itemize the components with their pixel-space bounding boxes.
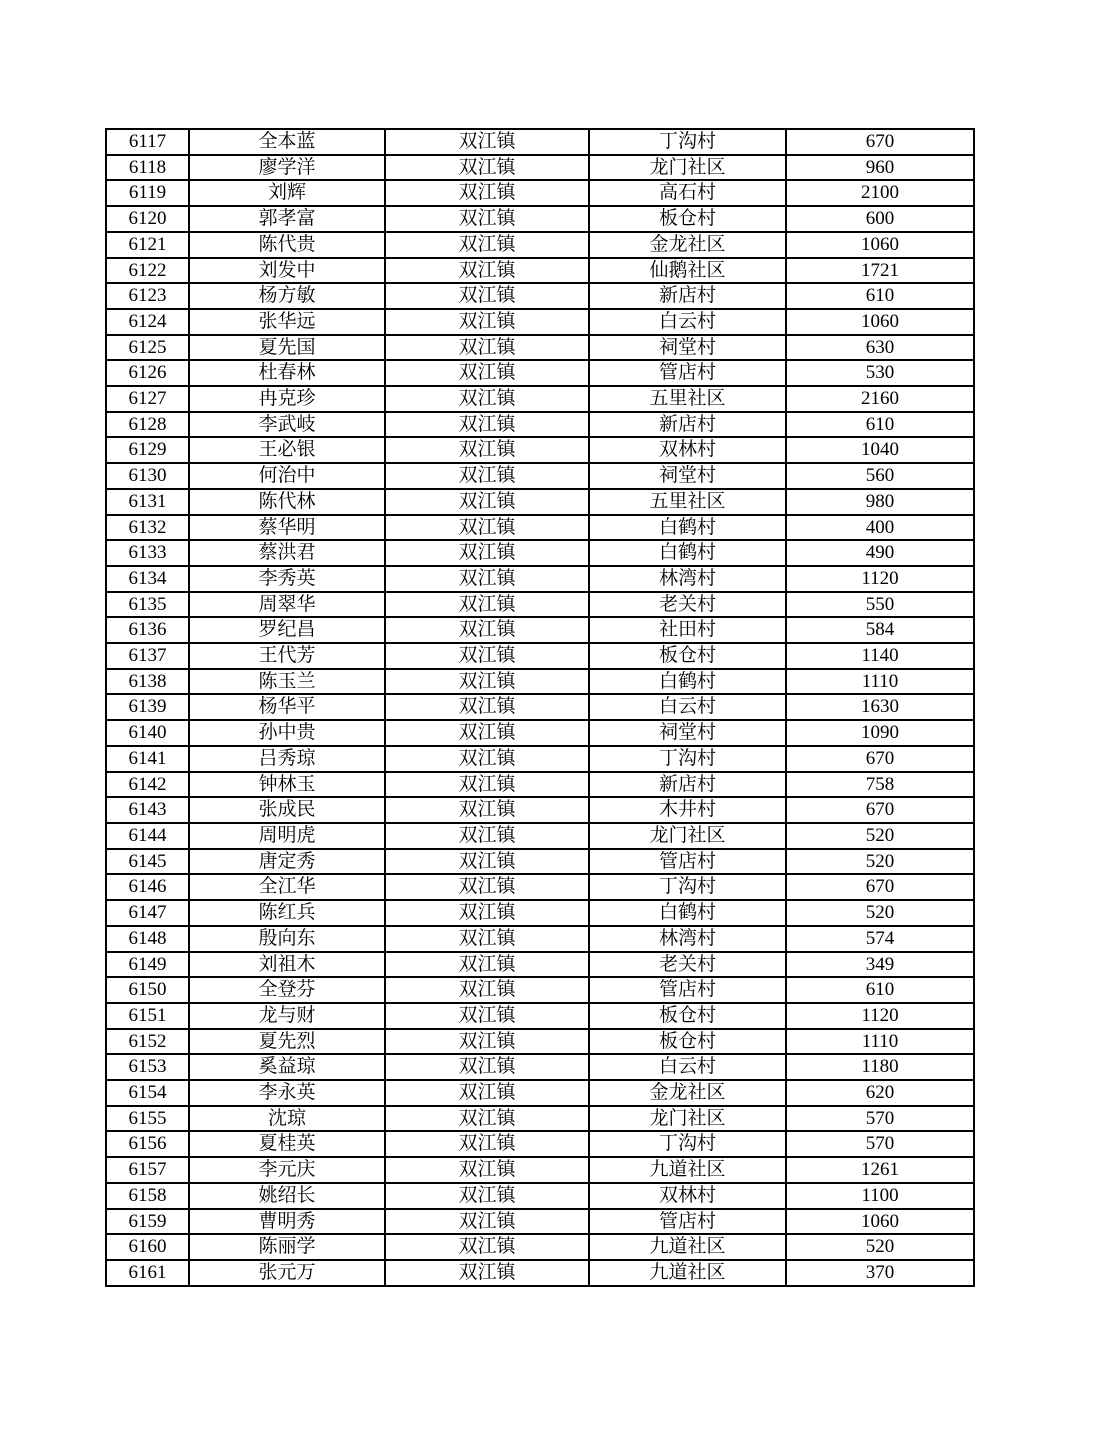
cell-amount: 370 <box>786 1260 974 1286</box>
cell-id: 6137 <box>106 643 189 669</box>
cell-town: 双江镇 <box>385 874 589 900</box>
cell-town: 双江镇 <box>385 1106 589 1132</box>
cell-village: 木井村 <box>589 797 786 823</box>
cell-village: 白鹤村 <box>589 515 786 541</box>
cell-village: 管店村 <box>589 1209 786 1235</box>
cell-village: 丁沟村 <box>589 129 786 155</box>
cell-id: 6158 <box>106 1183 189 1209</box>
cell-id: 6159 <box>106 1209 189 1235</box>
cell-name: 刘发中 <box>189 258 385 284</box>
cell-town: 双江镇 <box>385 129 589 155</box>
table-row <box>106 1234 974 1260</box>
cell-id: 6144 <box>106 823 189 849</box>
records-tbody <box>106 129 974 1286</box>
cell-name: 钟林玉 <box>189 772 385 798</box>
cell-village: 白鹤村 <box>589 900 786 926</box>
cell-amount: 1180 <box>786 1054 974 1080</box>
cell-town: 双江镇 <box>385 1131 589 1157</box>
table-row <box>106 592 974 618</box>
table-row <box>106 669 974 695</box>
cell-id: 6130 <box>106 463 189 489</box>
cell-amount: 349 <box>786 952 974 978</box>
cell-amount: 574 <box>786 926 974 952</box>
cell-name: 孙中贵 <box>189 720 385 746</box>
cell-id: 6123 <box>106 283 189 309</box>
table-row <box>106 772 974 798</box>
cell-amount: 1060 <box>786 309 974 335</box>
table-row <box>106 437 974 463</box>
cell-amount: 610 <box>786 283 974 309</box>
cell-amount: 1110 <box>786 1029 974 1055</box>
cell-name: 陈红兵 <box>189 900 385 926</box>
table-row <box>106 1029 974 1055</box>
cell-town: 双江镇 <box>385 386 589 412</box>
cell-id: 6138 <box>106 669 189 695</box>
table-row <box>106 566 974 592</box>
table-row <box>106 1157 974 1183</box>
cell-name: 廖学洋 <box>189 155 385 181</box>
cell-amount: 560 <box>786 463 974 489</box>
cell-village: 五里社区 <box>589 386 786 412</box>
cell-amount: 610 <box>786 412 974 438</box>
cell-id: 6127 <box>106 386 189 412</box>
table-row <box>106 643 974 669</box>
cell-town: 双江镇 <box>385 746 589 772</box>
cell-name: 陈丽学 <box>189 1234 385 1260</box>
cell-id: 6155 <box>106 1106 189 1132</box>
cell-town: 双江镇 <box>385 823 589 849</box>
cell-name: 姚绍长 <box>189 1183 385 1209</box>
cell-name: 全登芬 <box>189 977 385 1003</box>
cell-village: 板仓村 <box>589 206 786 232</box>
cell-name: 奚益琼 <box>189 1054 385 1080</box>
table-row <box>106 155 974 181</box>
cell-name: 何治中 <box>189 463 385 489</box>
cell-village: 祠堂村 <box>589 720 786 746</box>
table-row <box>106 206 974 232</box>
cell-name: 张成民 <box>189 797 385 823</box>
cell-name: 李元庆 <box>189 1157 385 1183</box>
cell-village: 仙鹅社区 <box>589 258 786 284</box>
cell-town: 双江镇 <box>385 489 589 515</box>
table-row <box>106 335 974 361</box>
cell-amount: 400 <box>786 515 974 541</box>
cell-amount: 670 <box>786 797 974 823</box>
cell-village: 社田村 <box>589 617 786 643</box>
cell-id: 6129 <box>106 437 189 463</box>
table-row <box>106 258 974 284</box>
cell-name: 李武岐 <box>189 412 385 438</box>
cell-village: 金龙社区 <box>589 1080 786 1106</box>
cell-amount: 1721 <box>786 258 974 284</box>
cell-town: 双江镇 <box>385 592 589 618</box>
cell-name: 杜春林 <box>189 360 385 386</box>
cell-town: 双江镇 <box>385 720 589 746</box>
cell-village: 林湾村 <box>589 566 786 592</box>
cell-amount: 520 <box>786 900 974 926</box>
cell-village: 双林村 <box>589 1183 786 1209</box>
cell-town: 双江镇 <box>385 1080 589 1106</box>
cell-village: 白云村 <box>589 694 786 720</box>
cell-village: 老关村 <box>589 592 786 618</box>
cell-town: 双江镇 <box>385 566 589 592</box>
cell-amount: 1261 <box>786 1157 974 1183</box>
cell-id: 6132 <box>106 515 189 541</box>
cell-village: 林湾村 <box>589 926 786 952</box>
table-row <box>106 1209 974 1235</box>
cell-id: 6139 <box>106 694 189 720</box>
cell-town: 双江镇 <box>385 1003 589 1029</box>
cell-name: 杨华平 <box>189 694 385 720</box>
cell-name: 全本蓝 <box>189 129 385 155</box>
cell-town: 双江镇 <box>385 155 589 181</box>
table-row <box>106 926 974 952</box>
cell-id: 6149 <box>106 952 189 978</box>
cell-village: 老关村 <box>589 952 786 978</box>
cell-village: 金龙社区 <box>589 232 786 258</box>
cell-town: 双江镇 <box>385 283 589 309</box>
cell-town: 双江镇 <box>385 540 589 566</box>
cell-amount: 2160 <box>786 386 974 412</box>
cell-amount: 520 <box>786 1234 974 1260</box>
cell-id: 6145 <box>106 849 189 875</box>
cell-name: 王必银 <box>189 437 385 463</box>
cell-amount: 2100 <box>786 180 974 206</box>
cell-name: 陈代林 <box>189 489 385 515</box>
cell-town: 双江镇 <box>385 1209 589 1235</box>
cell-name: 刘辉 <box>189 180 385 206</box>
cell-id: 6140 <box>106 720 189 746</box>
table-row <box>106 540 974 566</box>
cell-id: 6117 <box>106 129 189 155</box>
cell-id: 6150 <box>106 977 189 1003</box>
cell-name: 周明虎 <box>189 823 385 849</box>
cell-id: 6126 <box>106 360 189 386</box>
cell-name: 杨方敏 <box>189 283 385 309</box>
cell-id: 6134 <box>106 566 189 592</box>
cell-name: 曹明秀 <box>189 1209 385 1235</box>
cell-village: 新店村 <box>589 412 786 438</box>
cell-village: 高石村 <box>589 180 786 206</box>
cell-id: 6160 <box>106 1234 189 1260</box>
cell-amount: 670 <box>786 746 974 772</box>
cell-name: 周翠华 <box>189 592 385 618</box>
cell-amount: 1120 <box>786 1003 974 1029</box>
cell-name: 沈琼 <box>189 1106 385 1132</box>
cell-name: 龙与财 <box>189 1003 385 1029</box>
cell-town: 双江镇 <box>385 694 589 720</box>
cell-village: 管店村 <box>589 977 786 1003</box>
cell-id: 6133 <box>106 540 189 566</box>
cell-village: 祠堂村 <box>589 335 786 361</box>
records-table <box>105 128 975 1287</box>
cell-town: 双江镇 <box>385 463 589 489</box>
cell-id: 6157 <box>106 1157 189 1183</box>
cell-name: 夏先烈 <box>189 1029 385 1055</box>
cell-town: 双江镇 <box>385 617 589 643</box>
cell-town: 双江镇 <box>385 515 589 541</box>
cell-name: 蔡华明 <box>189 515 385 541</box>
cell-amount: 1630 <box>786 694 974 720</box>
cell-village: 管店村 <box>589 849 786 875</box>
cell-town: 双江镇 <box>385 412 589 438</box>
cell-id: 6156 <box>106 1131 189 1157</box>
table-row <box>106 849 974 875</box>
cell-id: 6120 <box>106 206 189 232</box>
cell-town: 双江镇 <box>385 1234 589 1260</box>
table-row <box>106 617 974 643</box>
cell-id: 6141 <box>106 746 189 772</box>
table-row <box>106 1260 974 1286</box>
cell-name: 蔡洪君 <box>189 540 385 566</box>
cell-amount: 980 <box>786 489 974 515</box>
table-row <box>106 489 974 515</box>
table-row <box>106 515 974 541</box>
cell-amount: 620 <box>786 1080 974 1106</box>
cell-id: 6125 <box>106 335 189 361</box>
cell-amount: 630 <box>786 335 974 361</box>
cell-name: 刘祖木 <box>189 952 385 978</box>
cell-village: 祠堂村 <box>589 463 786 489</box>
cell-amount: 670 <box>786 129 974 155</box>
cell-id: 6142 <box>106 772 189 798</box>
cell-village: 九道社区 <box>589 1157 786 1183</box>
cell-amount: 570 <box>786 1106 974 1132</box>
table-row <box>106 694 974 720</box>
table-row <box>106 797 974 823</box>
cell-name: 吕秀琼 <box>189 746 385 772</box>
cell-town: 双江镇 <box>385 335 589 361</box>
cell-town: 双江镇 <box>385 258 589 284</box>
cell-village: 板仓村 <box>589 1029 786 1055</box>
cell-amount: 758 <box>786 772 974 798</box>
table-row <box>106 874 974 900</box>
cell-id: 6161 <box>106 1260 189 1286</box>
cell-name: 郭孝富 <box>189 206 385 232</box>
cell-name: 全江华 <box>189 874 385 900</box>
cell-town: 双江镇 <box>385 206 589 232</box>
cell-id: 6124 <box>106 309 189 335</box>
cell-village: 白鹤村 <box>589 540 786 566</box>
table-row <box>106 129 974 155</box>
cell-name: 李秀英 <box>189 566 385 592</box>
cell-village: 五里社区 <box>589 489 786 515</box>
cell-amount: 960 <box>786 155 974 181</box>
table-row <box>106 463 974 489</box>
cell-id: 6146 <box>106 874 189 900</box>
cell-amount: 1060 <box>786 1209 974 1235</box>
table-row <box>106 1183 974 1209</box>
cell-village: 白鹤村 <box>589 669 786 695</box>
table-row <box>106 1080 974 1106</box>
cell-town: 双江镇 <box>385 669 589 695</box>
cell-amount: 1040 <box>786 437 974 463</box>
cell-village: 九道社区 <box>589 1260 786 1286</box>
cell-id: 6118 <box>106 155 189 181</box>
cell-town: 双江镇 <box>385 926 589 952</box>
cell-id: 6121 <box>106 232 189 258</box>
table-row <box>106 1003 974 1029</box>
cell-town: 双江镇 <box>385 1054 589 1080</box>
table-row <box>106 1131 974 1157</box>
table-row <box>106 1054 974 1080</box>
cell-town: 双江镇 <box>385 232 589 258</box>
table-row <box>106 823 974 849</box>
cell-amount: 1110 <box>786 669 974 695</box>
cell-town: 双江镇 <box>385 643 589 669</box>
cell-amount: 1140 <box>786 643 974 669</box>
cell-amount: 610 <box>786 977 974 1003</box>
cell-amount: 570 <box>786 1131 974 1157</box>
cell-amount: 600 <box>786 206 974 232</box>
cell-town: 双江镇 <box>385 309 589 335</box>
cell-id: 6143 <box>106 797 189 823</box>
cell-amount: 670 <box>786 874 974 900</box>
cell-village: 龙门社区 <box>589 155 786 181</box>
cell-village: 丁沟村 <box>589 874 786 900</box>
table-row <box>106 952 974 978</box>
table-row <box>106 412 974 438</box>
cell-amount: 1060 <box>786 232 974 258</box>
table-row <box>106 232 974 258</box>
cell-id: 6153 <box>106 1054 189 1080</box>
cell-village: 丁沟村 <box>589 1131 786 1157</box>
cell-id: 6119 <box>106 180 189 206</box>
cell-village: 管店村 <box>589 360 786 386</box>
cell-name: 夏先国 <box>189 335 385 361</box>
cell-name: 张华远 <box>189 309 385 335</box>
cell-village: 双林村 <box>589 437 786 463</box>
cell-name: 李永英 <box>189 1080 385 1106</box>
cell-name: 王代芳 <box>189 643 385 669</box>
cell-id: 6135 <box>106 592 189 618</box>
cell-amount: 490 <box>786 540 974 566</box>
cell-id: 6151 <box>106 1003 189 1029</box>
cell-id: 6152 <box>106 1029 189 1055</box>
cell-name: 唐定秀 <box>189 849 385 875</box>
cell-town: 双江镇 <box>385 952 589 978</box>
cell-town: 双江镇 <box>385 180 589 206</box>
cell-amount: 1120 <box>786 566 974 592</box>
cell-amount: 1090 <box>786 720 974 746</box>
cell-id: 6122 <box>106 258 189 284</box>
cell-amount: 550 <box>786 592 974 618</box>
cell-name: 张元万 <box>189 1260 385 1286</box>
table-row <box>106 1106 974 1132</box>
cell-amount: 520 <box>786 823 974 849</box>
cell-village: 丁沟村 <box>589 746 786 772</box>
cell-town: 双江镇 <box>385 900 589 926</box>
table-row <box>106 900 974 926</box>
cell-id: 6154 <box>106 1080 189 1106</box>
cell-town: 双江镇 <box>385 977 589 1003</box>
cell-id: 6128 <box>106 412 189 438</box>
table-row <box>106 360 974 386</box>
cell-town: 双江镇 <box>385 437 589 463</box>
cell-name: 殷向东 <box>189 926 385 952</box>
table-row <box>106 746 974 772</box>
cell-amount: 584 <box>786 617 974 643</box>
cell-village: 白云村 <box>589 1054 786 1080</box>
cell-amount: 520 <box>786 849 974 875</box>
cell-id: 6147 <box>106 900 189 926</box>
cell-id: 6136 <box>106 617 189 643</box>
cell-town: 双江镇 <box>385 772 589 798</box>
cell-amount: 530 <box>786 360 974 386</box>
cell-village: 白云村 <box>589 309 786 335</box>
table-row <box>106 309 974 335</box>
cell-village: 板仓村 <box>589 643 786 669</box>
cell-village: 板仓村 <box>589 1003 786 1029</box>
cell-id: 6131 <box>106 489 189 515</box>
table-row <box>106 386 974 412</box>
cell-village: 新店村 <box>589 772 786 798</box>
cell-village: 龙门社区 <box>589 1106 786 1132</box>
cell-town: 双江镇 <box>385 1029 589 1055</box>
cell-town: 双江镇 <box>385 1183 589 1209</box>
table-row <box>106 180 974 206</box>
table-row <box>106 720 974 746</box>
cell-town: 双江镇 <box>385 1260 589 1286</box>
cell-amount: 1100 <box>786 1183 974 1209</box>
cell-name: 冉克珍 <box>189 386 385 412</box>
cell-name: 陈玉兰 <box>189 669 385 695</box>
cell-town: 双江镇 <box>385 797 589 823</box>
cell-town: 双江镇 <box>385 849 589 875</box>
cell-town: 双江镇 <box>385 360 589 386</box>
cell-id: 6148 <box>106 926 189 952</box>
cell-name: 夏桂英 <box>189 1131 385 1157</box>
cell-name: 陈代贵 <box>189 232 385 258</box>
cell-village: 九道社区 <box>589 1234 786 1260</box>
cell-town: 双江镇 <box>385 1157 589 1183</box>
table-row <box>106 977 974 1003</box>
cell-village: 新店村 <box>589 283 786 309</box>
cell-name: 罗纪昌 <box>189 617 385 643</box>
table-row <box>106 283 974 309</box>
cell-village: 龙门社区 <box>589 823 786 849</box>
